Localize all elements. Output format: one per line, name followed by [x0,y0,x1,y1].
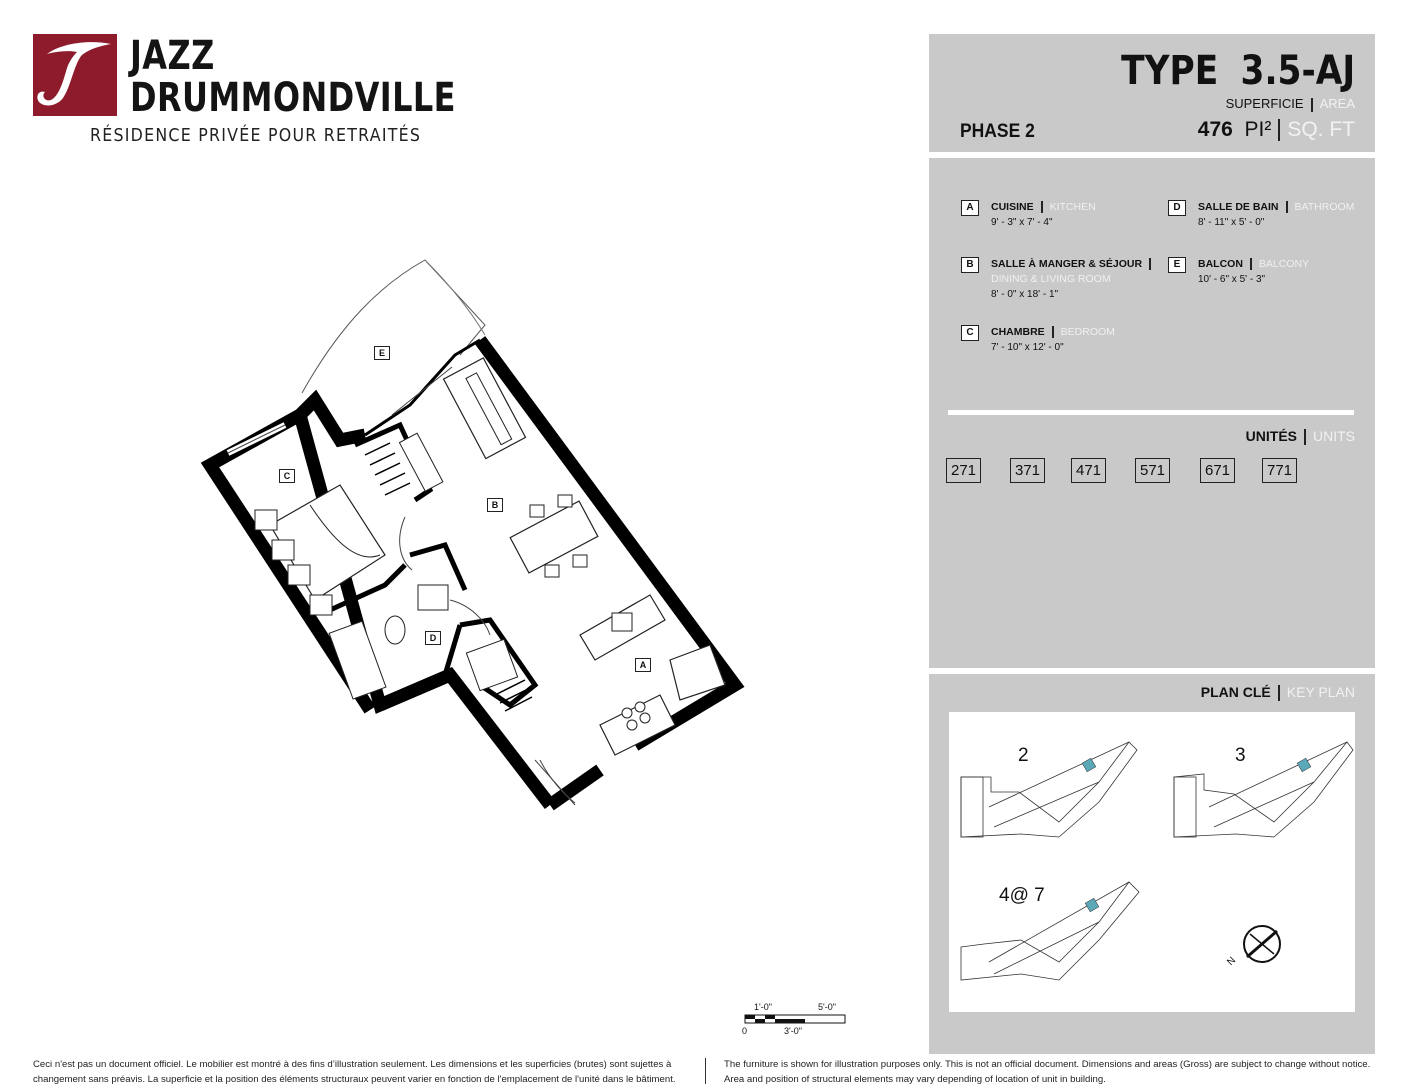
room-name-en: BATHROOM [1294,201,1355,213]
room-name-fr: CHAMBRE [991,326,1045,338]
unit-box: 571 [1135,458,1170,483]
room-name-en: DINING & LIVING ROOM [991,273,1111,285]
area-label-fr: SUPERFICIE [1225,96,1304,111]
phase-label: PHASE 2 [960,121,1035,142]
room-dims: 10' - 6" x 5' - 3" [1198,274,1266,285]
floor-label-3: 3 [1235,745,1246,766]
plan-tag-b: B [487,498,503,512]
key-plan-label-en: KEY PLAN [1286,684,1355,700]
north-letter: N [1225,955,1239,968]
floor-label-4-7: 4@ 7 [999,885,1045,906]
plan-tag-c: C [279,469,295,483]
plan-tag-e: E [374,346,390,360]
scale-label-top-left: 1'-0" [754,1002,772,1012]
floor-plan-drawing [180,255,760,830]
unit-box: 671 [1200,458,1235,483]
room-name-fr: BALCON [1198,258,1243,270]
floor-label-2: 2 [1018,745,1029,766]
units-label-en: UNITS [1313,428,1355,444]
plan-tag-a: A [635,658,651,672]
room-name-fr: SALLE À MANGER & SÉJOUR [991,258,1143,270]
room-name-en: BEDROOM [1060,326,1115,338]
unit-box: 471 [1071,458,1106,483]
units-label-fr: UNITÉS [1245,428,1297,444]
key-plan-label [1201,684,1355,701]
footer-separator [705,1058,706,1084]
key-plan-drawing [949,712,1355,1012]
room-dims: 8' - 0" x 18' - 1" [991,289,1059,300]
room-letter: B [961,257,979,273]
scale-bar [740,1002,850,1038]
room-letter: C [961,325,979,341]
scale-label-bottom-left: 0 [742,1026,748,1036]
brand-line2: DRUMMONDVILLE [130,75,456,121]
room-dims: 9' - 3" x 7' - 4" [991,217,1053,228]
floor-plan [180,255,760,830]
area-number: 476 [1197,118,1233,141]
room-name-en: KITCHEN [1049,201,1096,213]
key-plan-label-fr: PLAN CLÉ [1200,684,1271,700]
area-label [1226,96,1355,112]
area-unit-fr: PI² [1244,118,1272,141]
room-name-fr: SALLE DE BAIN [1198,201,1279,213]
scale-label-bottom-mid: 3'-0" [784,1026,802,1036]
footer-disclaimer-fr: Ceci n'est pas un document officiel. Le mobilier est montré à des fins d’illustration seulement. Les dimensions et les superficies (brutes) sont sujettes à changement sans préavis. La superficie et la position des éléments structuraux peuvent varier en fonction de l'emplacement de l'unité dans le bâtiment. [33,1059,676,1085]
area-unit-en: SQ. FT [1287,118,1355,141]
type-header-panel [929,34,1375,152]
type-code: 3.5-AJ [1240,48,1355,94]
scale-label-top-right: 5'-0" [818,1002,836,1012]
units-label [1246,428,1355,445]
section-divider [948,410,1354,415]
brand-logo [33,34,467,146]
unit-box: 371 [1010,458,1045,483]
footer-disclaimer-en: The furniture is shown for illustration purposes only. This is not an official document. Dimensions and areas (Gross) are subject to change without notice. Area and position of structural elements may vary depending of location of unit in building. [724,1059,1371,1085]
room-letter: E [1168,257,1186,273]
key-plan-map [949,712,1355,1012]
north-arrow-icon [1244,926,1280,962]
plan-tag-d: D [425,631,441,645]
room-letter: A [961,200,979,216]
room-dims: 8' - 11" x 5' - 0" [1198,217,1265,228]
brand-line1: JAZZ [130,33,215,79]
room-name-fr: CUISINE [991,201,1034,213]
unit-box: 771 [1262,458,1297,483]
rooms-panel [929,158,1375,668]
key-plan-panel [929,674,1375,1054]
unit-box: 271 [946,458,981,483]
area-value [1198,118,1355,142]
type-word: TYPE [1120,48,1218,94]
room-name-en: BALCONY [1258,258,1310,270]
brand-tagline: RÉSIDENCE PRIVÉE POUR RETRAITÉS [90,125,422,146]
area-label-en: AREA [1319,96,1355,111]
scale-bar-graphic [740,1014,850,1026]
room-dims: 7' - 10" x 12' - 0" [991,342,1064,353]
jazz-logo-mark-icon [33,34,117,116]
unit-type-title [1121,48,1355,94]
room-letter: D [1168,200,1186,216]
